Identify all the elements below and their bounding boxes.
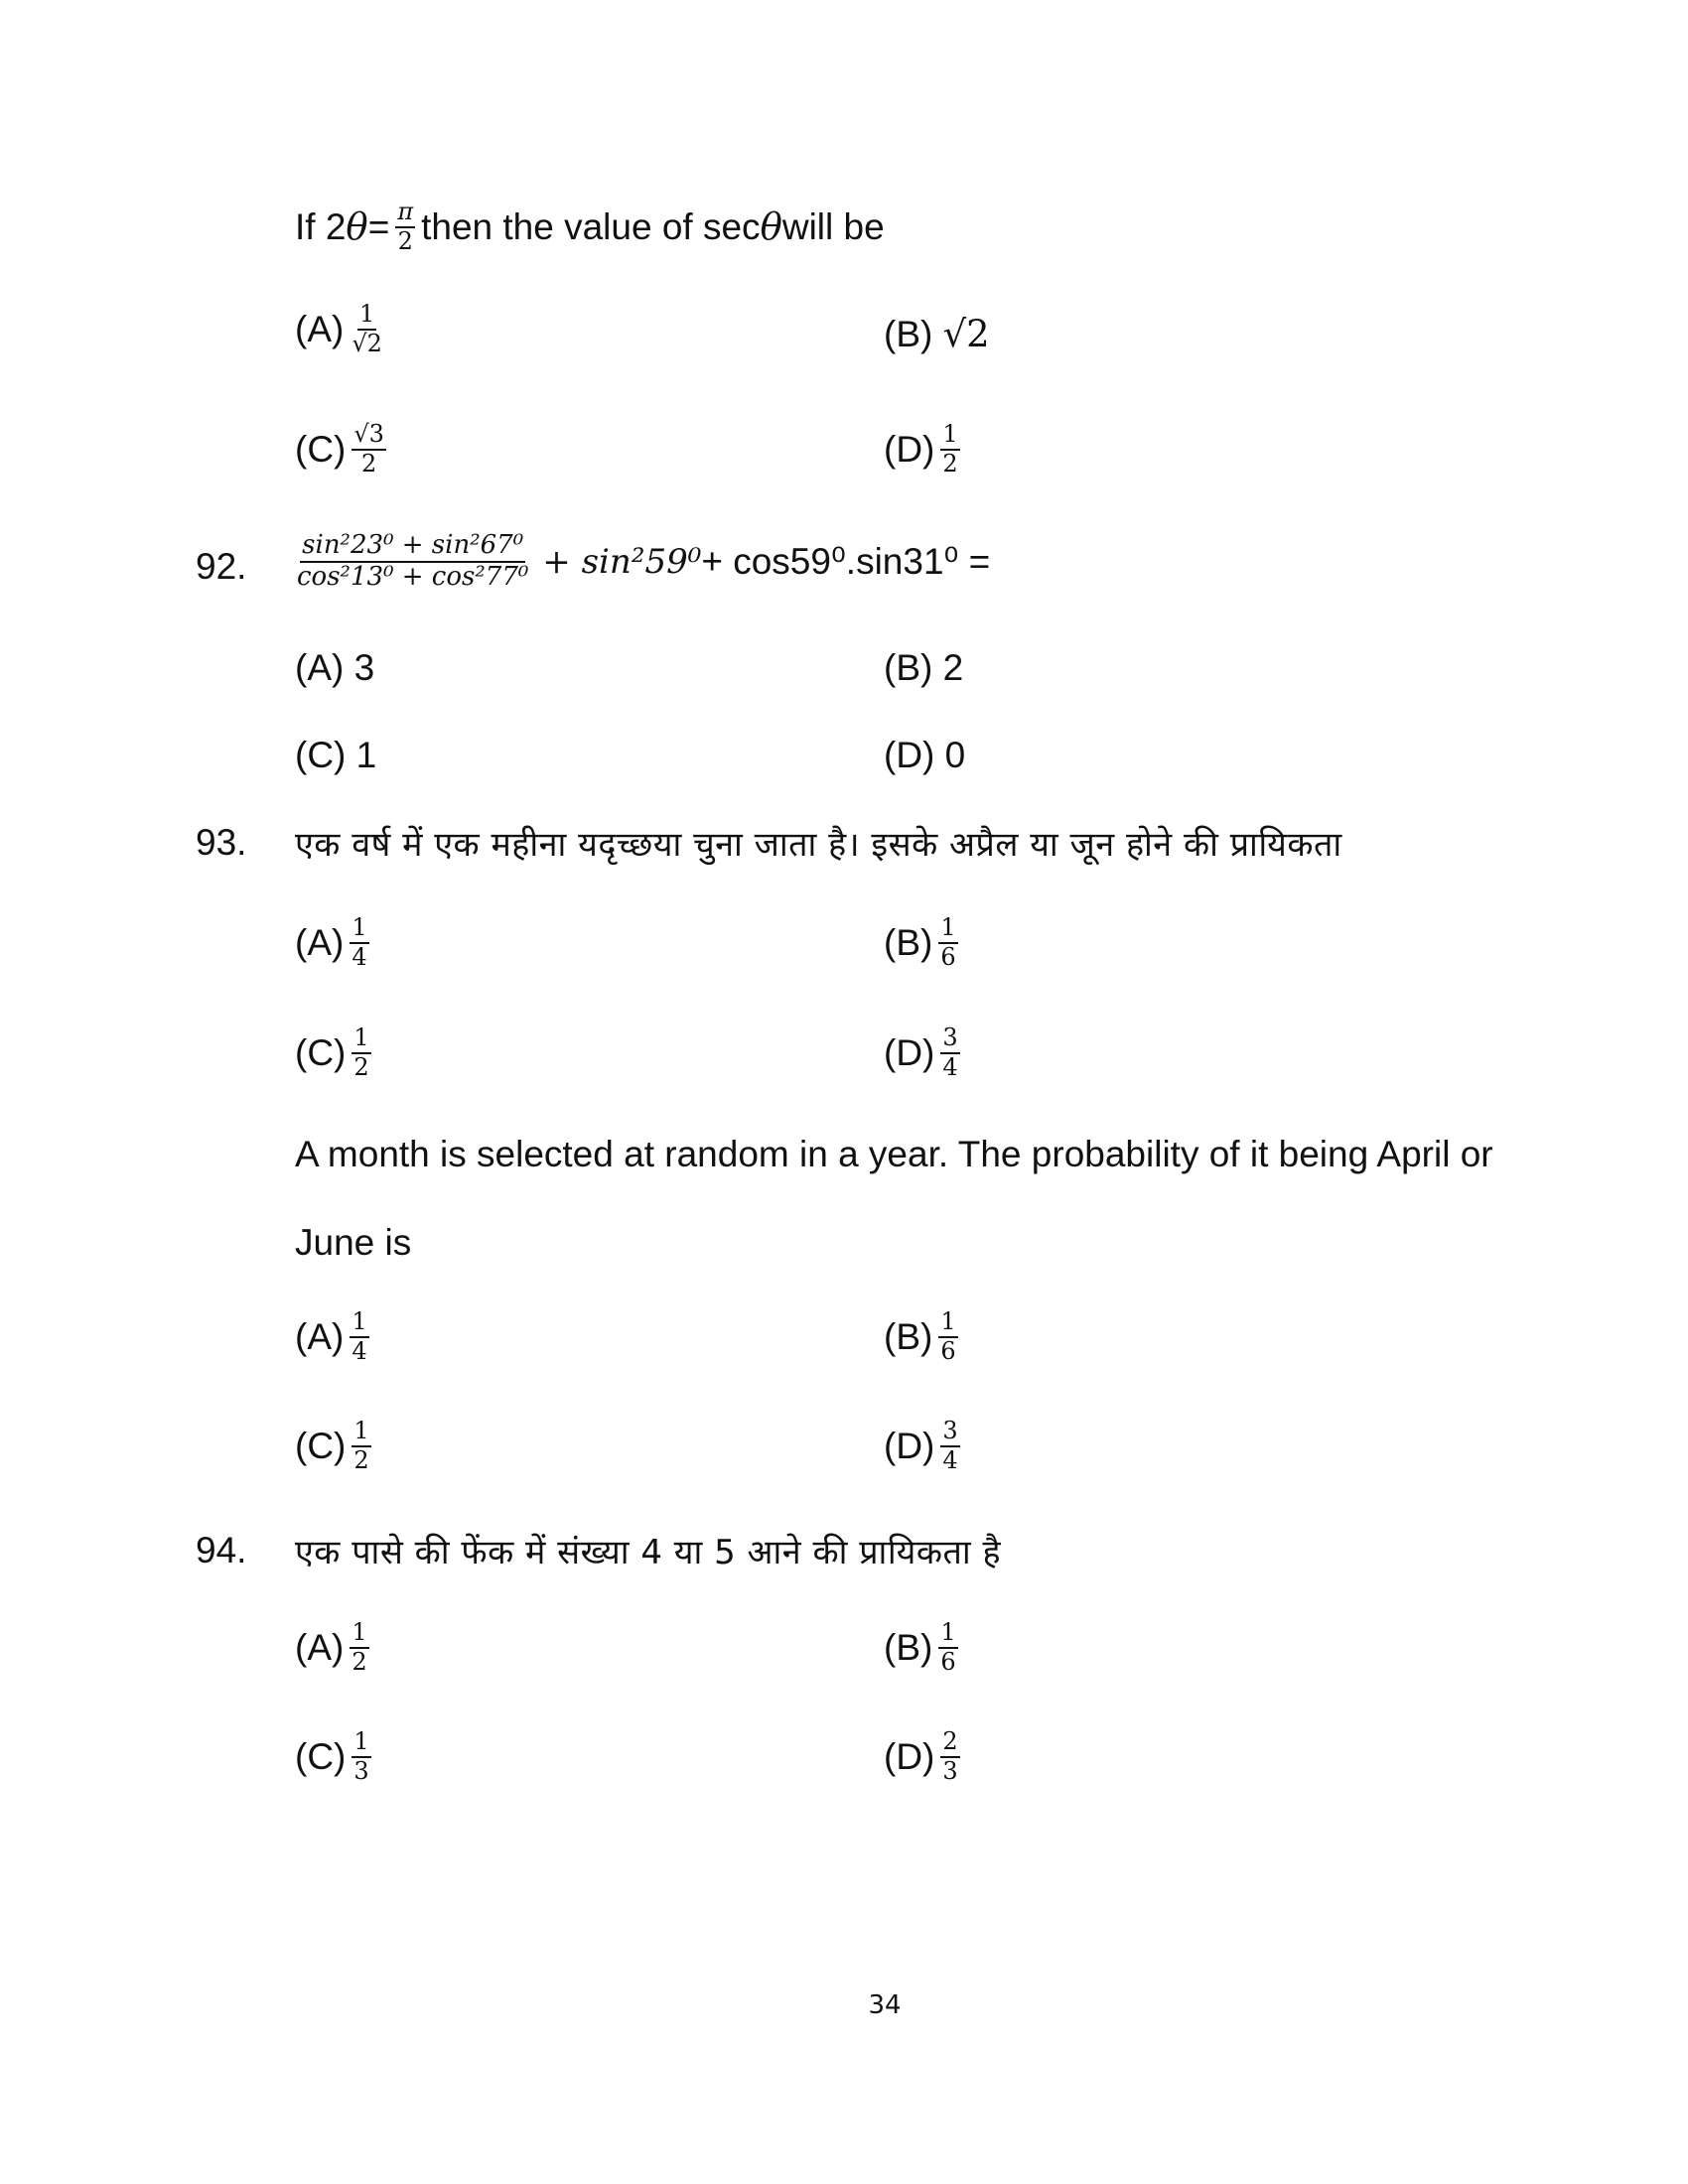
denominator: 2 [361,449,377,478]
option-fraction [350,1308,368,1365]
numerator: 3 [940,1418,959,1447]
q91-stem [295,199,885,255]
q91-option-b [884,313,990,355]
denominator: 4 [942,1445,958,1474]
q92-number: 92. [196,546,247,587]
equals: = [367,205,390,247]
q91-option-d [884,421,966,478]
q93-english-line-2: June is [295,1222,412,1263]
option-label: (B) [884,647,933,688]
option-label: (D) [884,1425,935,1466]
denominator: 4 [352,942,367,971]
option-fraction [350,914,368,971]
option-value: 0 [944,735,966,775]
option-fraction [350,1619,368,1676]
option-fraction [352,421,386,478]
q93-hi-option-a [295,914,375,971]
q92-option-c [295,735,376,776]
denominator: cos²13⁰ + cos²77⁰ [297,561,529,592]
option-label: (C) [295,735,347,775]
theta: θ [346,205,368,249]
option-label: (D) [884,1735,935,1777]
option-fraction [940,1728,959,1785]
denominator: 3 [942,1756,958,1785]
denominator: √2 [352,329,382,357]
q91-option-a [295,301,390,357]
option-label: (D) [884,428,935,470]
option-label: (A) [295,1315,345,1357]
option-label: (D) [884,1031,935,1073]
denominator: 6 [940,942,956,971]
option-label: (C) [295,428,347,470]
option-fraction [938,1308,957,1365]
q93-hi-option-d [884,1024,966,1081]
option-fraction [940,1024,959,1081]
q93-hindi-stem: एक वर्ष में एक महीना यदृच्छया चुना जाता है। इसके अप्रैल या जून होने की प्रायिकता [295,825,1342,865]
option-value: 2 [942,647,964,688]
q93-hi-option-b [884,914,964,971]
numerator: 1 [350,1619,368,1649]
option-label: (B) [884,313,933,354]
numerator: 1 [940,421,959,451]
q91-stem-text: If 2 [295,205,347,247]
q94-option-a [295,1619,375,1676]
q92-fraction [295,531,530,593]
option-fraction [352,1024,370,1081]
option-label: (B) [884,921,933,963]
numerator: π [395,199,415,228]
option-fraction [352,1418,370,1474]
denominator: 2 [352,1647,367,1676]
numerator: 1 [350,914,368,944]
q94-hindi-stem: एक पासे की फेंक में संख्या 4 या 5 आने की प्रायिकता है [295,1533,1002,1572]
q94-option-d [884,1728,966,1785]
q91-stem-text-3: will be [781,205,885,247]
theta: θ [760,205,782,249]
option-label: (B) [884,1626,933,1668]
numerator: 1 [352,1728,370,1758]
numerator: 1 [938,1308,957,1338]
option-fraction [940,421,959,478]
q91-option-c [295,421,392,478]
q93-number: 93. [196,822,247,863]
option-fraction [940,1418,959,1474]
q93-en-option-d [884,1418,966,1474]
numerator: 1 [938,1619,957,1649]
denominator: 2 [942,449,958,478]
q94-option-b [884,1619,964,1676]
numerator: 2 [940,1728,959,1758]
q92-term: + sin²59⁰ [542,541,702,582]
q93-english-line-1: A month is selected at random in a year. The probability of it being April or [295,1134,1493,1174]
option-value: 1 [355,735,377,775]
q93-en-option-a [295,1308,375,1365]
q92-option-a-label [295,647,374,689]
q94-number: 94. [196,1530,247,1570]
option-label: (A) [295,921,345,963]
option-fraction [938,1619,957,1676]
numerator: 1 [352,1024,370,1054]
q92-term-2: + cos59⁰.sin31⁰ = [701,541,991,583]
q94-option-c [295,1728,377,1785]
option-label: (A) [295,647,345,688]
numerator: 3 [940,1024,959,1054]
denominator: 4 [352,1336,367,1365]
denominator: 4 [942,1052,958,1081]
numerator: √3 [352,421,386,451]
option-fraction [352,1728,370,1785]
option-label: (A) [295,308,345,349]
option-label: (C) [295,1735,347,1777]
q92-stem [295,531,990,593]
numerator: sin²23⁰ + sin²67⁰ [300,531,525,563]
q92-option-d [884,735,965,776]
denominator: 3 [353,1756,369,1785]
q93-en-option-b [884,1308,964,1365]
pi-over-2 [395,199,415,255]
q93-en-option-c [295,1418,377,1474]
page-number: 34 [868,1990,902,2020]
q93-hi-option-c [295,1024,377,1081]
q92-option-b [884,647,963,689]
option-label: (D) [884,735,935,775]
denominator: 6 [940,1647,956,1676]
numerator: 1 [938,914,957,944]
denominator: 2 [397,226,413,255]
q91-stem-text-2: then the value of sec [421,205,761,247]
option-label: (A) [295,1626,345,1668]
denominator: 2 [353,1445,369,1474]
denominator: 6 [940,1336,956,1365]
option-value: 3 [353,647,375,688]
denominator: 2 [353,1052,369,1081]
numerator: 1 [357,301,376,331]
numerator: 1 [350,1308,368,1338]
option-label: (C) [295,1425,347,1466]
numerator: 1 [352,1418,370,1447]
option-label: (B) [884,1315,933,1357]
option-label: (C) [295,1031,347,1073]
option-fraction [938,914,957,971]
option-fraction [350,301,384,357]
option-value: √2 [942,313,990,355]
